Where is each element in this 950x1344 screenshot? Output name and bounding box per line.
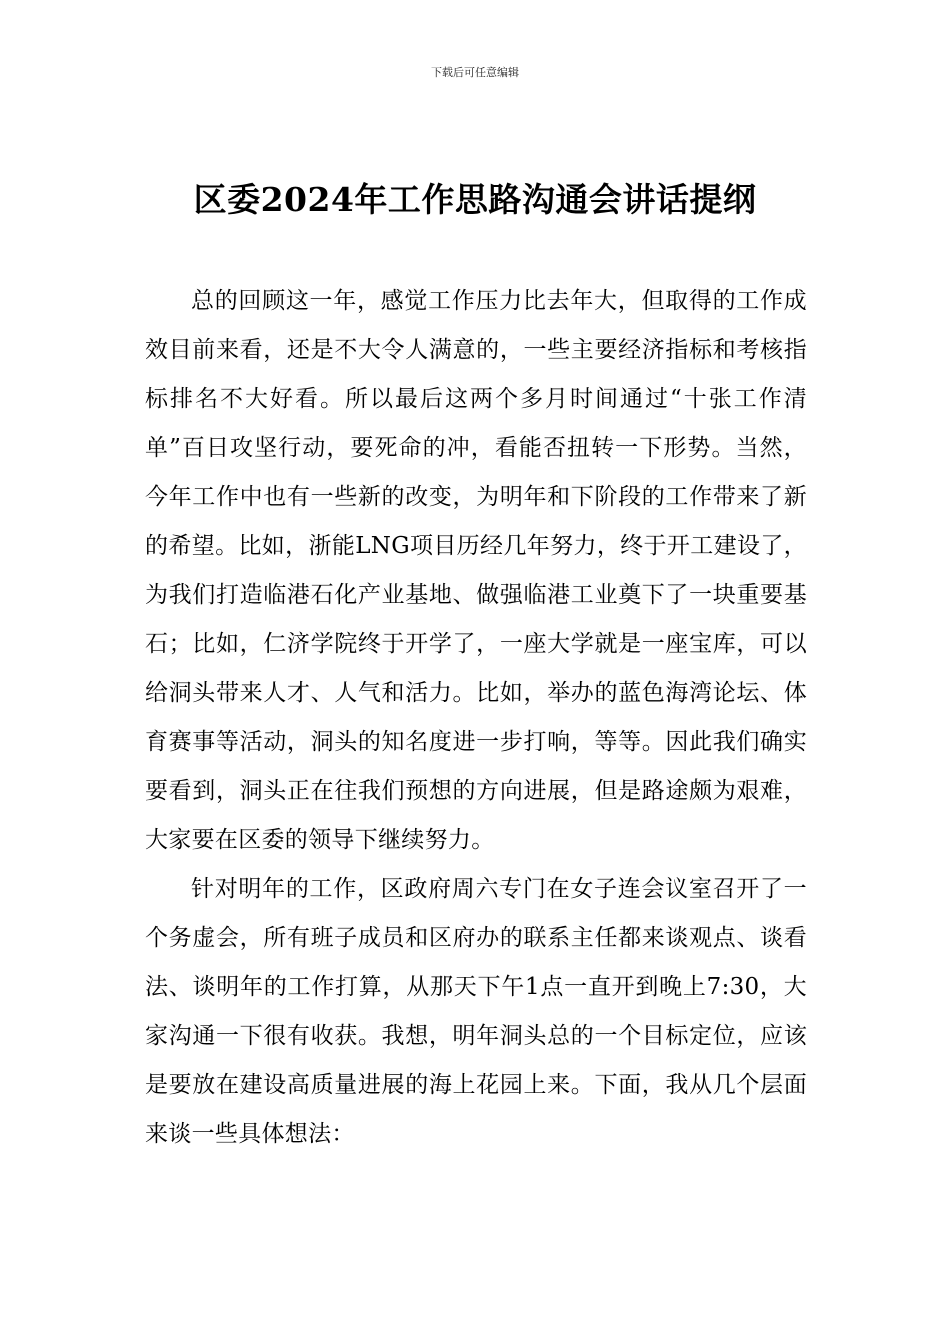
body-paragraph-1: 总的回顾这一年，感觉工作压力比去年大，但取得的工作成效目前来看，还是不大令人满意的，一些主要经济指标和考核指标排名不大好看。所以最后这两个多月时间通过“十张工作清单”百日攻坚行动，要死命的冲，看能否扭转一下形势。当然，今年工作中也有一些新的改变，为明年和下阶段的工作带来了新的希望。比如，浙能LNG项目历经几年努力，终于开工建设了，为我们打造临港石化产业基地、做强临港工业奠下了一块重要基石；比如，仁济学院终于开学了，一座大学就是一座宝库，可以给洞头带来人才、人气和活力。比如，举办的蓝色海湾论坛、体育赛事等活动，洞头的知名度进一步打响，等等。因此我们确实要看到，洞头正在往我们预想的方向进展，但是路途颇为艰难，大家要在区委的领导下继续努力。	[145, 288, 807, 853]
page-header-note: 下载后可任意编辑	[431, 66, 519, 79]
body-paragraph-2: 针对明年的工作，区政府周六专门在女子连会议室召开了一个务虚会，所有班子成员和区府办的联系主任都来谈观点、谈看法、谈明年的工作打算，从那天下午1点一直开到晚上7:30，大家沟通一下很有收获。我想，明年洞头总的一个目标定位，应该是要放在建设高质量进展的海上花园上来。下面，我从几个层面来谈一些具体想法：	[145, 876, 807, 1147]
document-title: 区委2024年工作思路沟通会讲话提纲	[193, 180, 757, 219]
document-body	[145, 277, 807, 1159]
